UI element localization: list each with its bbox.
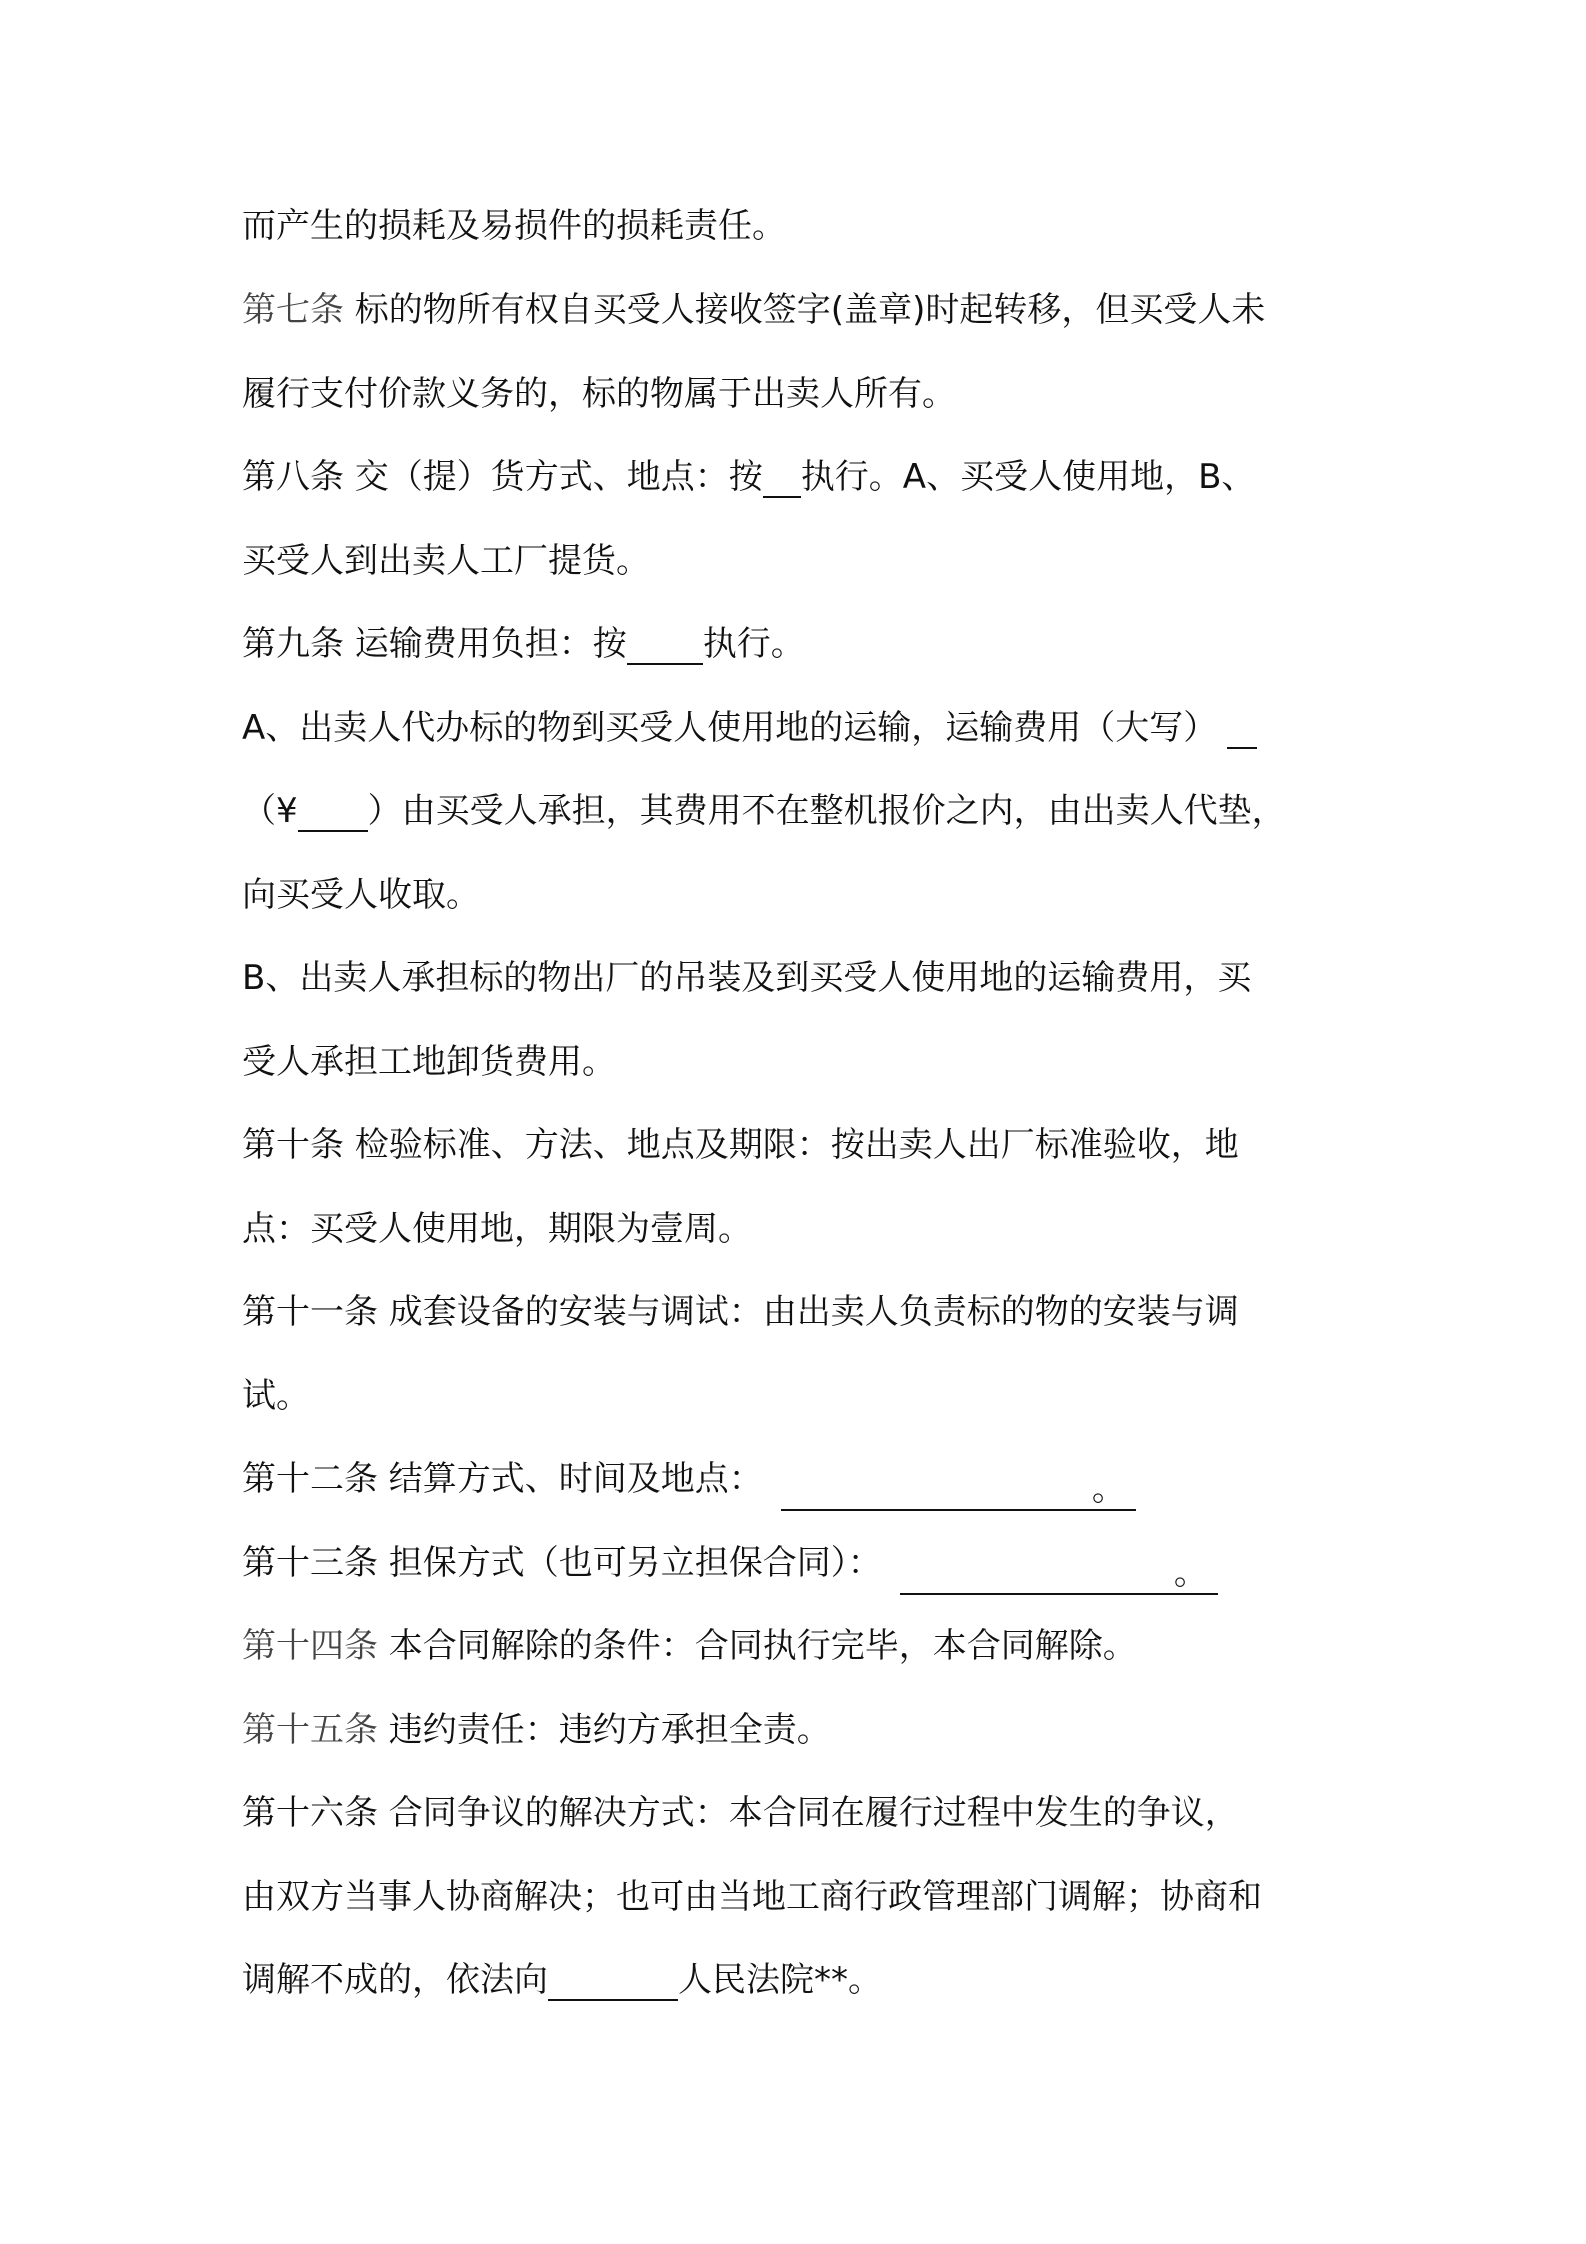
blank-field[interactable]: 。 <box>900 1553 1218 1595</box>
blank-field[interactable] <box>1227 707 1257 749</box>
option-b-line-1: B、出卖人承担标的物出厂的吊装及到买受人使用地的运输费用，买 <box>242 958 1252 998</box>
article-16-line-2: 由双方当事人协商解决；也可由当地工商行政管理部门调解；协商和 <box>242 1877 1262 1917</box>
option-a-line-1: A、出卖人代办标的物到买受人使用地的运输，运输费用（大写） <box>242 698 1257 758</box>
article-7-line-1: 第七条 标的物所有权自买受人接收签字(盖章)时起转移，但买受人未 <box>242 290 1266 330</box>
article-14-line: 第十四条 本合同解除的条件：合同执行完毕，本合同解除。 <box>242 1626 1137 1666</box>
article-8-line-1: 第八条 交（提）货方式、地点：按 执行。A、买受人使用地，B、 <box>242 457 1256 497</box>
option-b-line-2: 受人承担工地卸货费用。 <box>242 1042 616 1082</box>
article-number: 第十五条 <box>242 1710 378 1750</box>
article-13-line: 第十三条 担保方式（也可另立担保合同）： 。 <box>242 1533 1218 1593</box>
article-16-line-1: 第十六条 合同争议的解决方式：本合同在履行过程中发生的争议， <box>242 1793 1239 1833</box>
blank-field[interactable] <box>548 1959 678 2001</box>
article-9-line: 第九条 运输费用负担：按 执行。 <box>242 624 805 664</box>
article-8-line-2: 买受人到出卖人工厂提货。 <box>242 541 650 581</box>
article-11-line-2: 试。 <box>242 1376 310 1416</box>
article-15-line: 第十五条 违约责任：违约方承担全责。 <box>242 1710 831 1750</box>
article-7-line-2: 履行支付价款义务的，标的物属于出卖人所有。 <box>242 374 956 414</box>
article-number: 第十四条 <box>242 1626 378 1666</box>
option-a-line-3: 向买受人收取。 <box>242 875 480 915</box>
article-12-line: 第十二条 结算方式、时间及地点： 。 <box>242 1449 1136 1509</box>
option-a-line-2: （¥ ）由买受人承担，其费用不在整机报价之内，由出卖人代垫， <box>242 791 1286 831</box>
blank-field[interactable] <box>298 790 368 832</box>
blank-field[interactable] <box>627 623 703 665</box>
blank-field[interactable]: 。 <box>781 1469 1136 1511</box>
text-line-1: 而产生的损耗及易损件的损耗责任。 <box>242 206 786 246</box>
article-number: 第七条 <box>242 290 344 330</box>
article-10-line-1: 第十条 检验标准、方法、地点及期限：按出卖人出厂标准验收，地 <box>242 1125 1239 1165</box>
article-16-line-3: 调解不成的，依法向 人民法院**。 <box>242 1960 882 2000</box>
blank-field[interactable] <box>763 456 801 498</box>
article-11-line-1: 第十一条 成套设备的安装与调试：由出卖人负责标的物的安装与调 <box>242 1292 1239 1332</box>
article-10-line-2: 点：买受人使用地，期限为壹周。 <box>242 1209 752 1249</box>
